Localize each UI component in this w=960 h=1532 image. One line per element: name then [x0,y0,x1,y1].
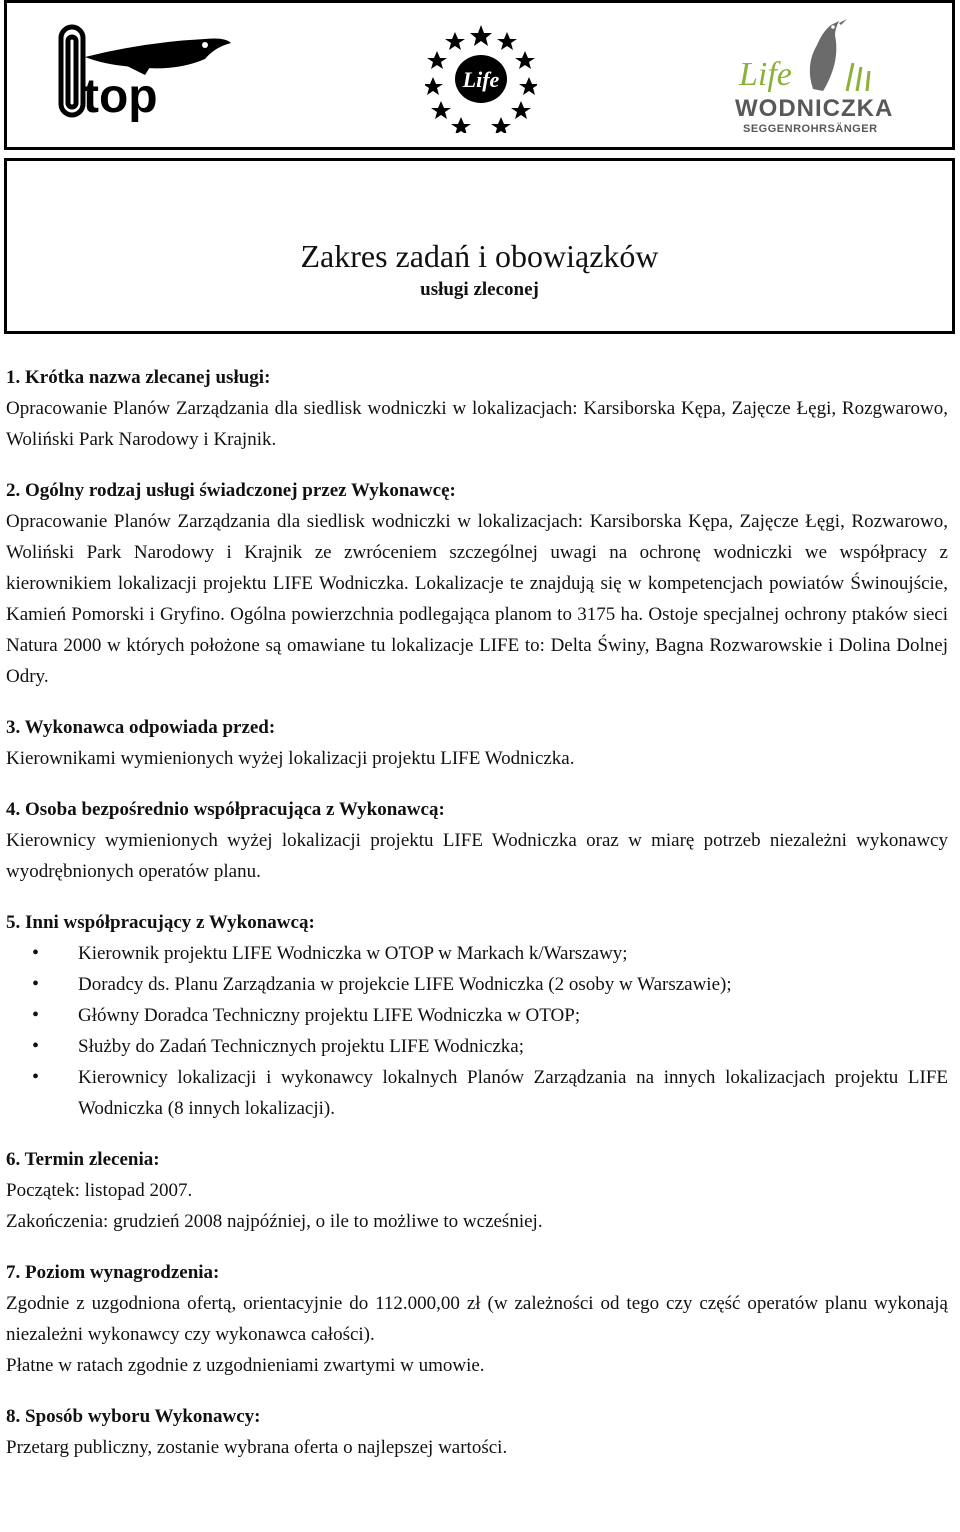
svg-text:Life: Life [462,67,500,92]
list-item: • Kierownicy lokalizacji i wykonawcy lokalnych Planów Zarządzania na innych lokalizacjach projektu LIFE Wodniczka (8 innych lokalizacji). [6,1062,948,1124]
section-3 [6,712,948,774]
section-5 [6,907,948,1124]
section-1 [6,362,948,455]
section-heading: 5. Inni współpracujący z Wykonawcą: [6,912,315,933]
section-4 [6,794,948,887]
section-heading: 3. Wykonawca odpowiada przed: [6,717,276,738]
life-wodniczka-logo: Life WODNICZKA SEGGENROHRSÄNGER [735,15,885,140]
section-heading: 7. Poziom wynagrodzenia: [6,1262,220,1283]
list-item: • Służby do Zadań Technicznych projektu LIFE Wodniczka; [6,1031,948,1062]
section-2 [6,475,948,692]
page-title: Zakres zadań i obowiązków [300,238,659,274]
section-text: Początek: listopad 2007. [6,1180,193,1201]
section-text: Kierownicy wymienionych wyżej lokalizacji projektu LIFE Wodniczka oraz w miarę potrzeb niezależni wykonawcy wyodrębnionych operatów planu. [6,830,948,882]
section-text: Przetarg publiczny, zostanie wybrana oferta o najlepszej wartości. [6,1437,508,1458]
section-text: Opracowanie Planów Zarządzania dla siedlisk wodniczki w lokalizacjach: Karsiborska Kępa, Zajęcze Łęgi, Rozwarowo, Woliński Park Narodowy i Krajnik ze zwróceniem szczególnej uwagi na ochronę wodniczki we współpracy z kierownikiem lokalizacji projektu LIFE Wodniczka. Lokalizacje te znajdują się w kompetencjach powiatów Świnoujście, Kamień Pomorski i Gryfino. Ogólna powierzchnia podlegająca planom to 3175 ha. Ostoje specjalnej ochrony ptaków sieci Natura 2000 w których położone są omawiane tu lokalizacje LIFE to: Delta Świny, Bagna Rozwarowskie i Dolina Dolnej Odry. [6,511,948,687]
otop-logo [55,17,235,127]
section-7 [6,1257,948,1381]
section-text: Płatne w ratach zgodnie z uzgodnieniami zwartymi w umowie. [6,1355,485,1376]
list-item: • Kierownik projektu LIFE Wodniczka w OTOP w Markach k/Warszawy; [6,938,948,969]
section-heading: 4. Osoba bezpośrednio współpracująca z Wykonawcą: [6,799,445,820]
logo-header [4,0,955,150]
section-heading: 8. Sposób wyboru Wykonawcy: [6,1406,261,1427]
document-body [6,362,948,1483]
page-subtitle: usługi zleconej [420,279,539,300]
section-6 [6,1144,948,1237]
section-text: Opracowanie Planów Zarządzania dla siedlisk wodniczki w lokalizacjach: Karsiborska Kępa, Zajęcze Łęgi, Rozgwarowo, Woliński Park Narodowy i Krajnik. [6,398,948,450]
svg-text:top: top [83,70,158,123]
section-text: Zgodnie z uzgodniona ofertą, orientacyjnie do 112.000,00 zł (w zależności od tego czy część operatów planu wykonają niezależni wykonawcy czy wykonawca całości). [6,1293,948,1345]
section-heading: 2. Ogólny rodzaj usługi świadczonej przez Wykonawcę: [6,480,456,501]
section-text: Kierownikami wymienionych wyżej lokalizacji projektu LIFE Wodniczka. [6,748,575,769]
svg-text:Life: Life [739,56,792,93]
section-heading: 6. Termin zlecenia: [6,1149,160,1170]
list-item: • Główny Doradca Techniczny projektu LIFE Wodniczka w OTOP; [6,1000,948,1031]
list-item: • Doradcy ds. Planu Zarządzania w projekcie LIFE Wodniczka (2 osoby w Warszawie); [6,969,948,1000]
section-text: Zakończenia: grudzień 2008 najpóźniej, o ile to możliwe to wcześniej. [6,1211,543,1232]
section-heading: 1. Krótka nazwa zlecanej usługi: [6,367,271,388]
section-8 [6,1401,948,1463]
collaborators-list [6,938,948,1124]
life-eu-logo [425,21,537,133]
title-box [4,158,955,334]
